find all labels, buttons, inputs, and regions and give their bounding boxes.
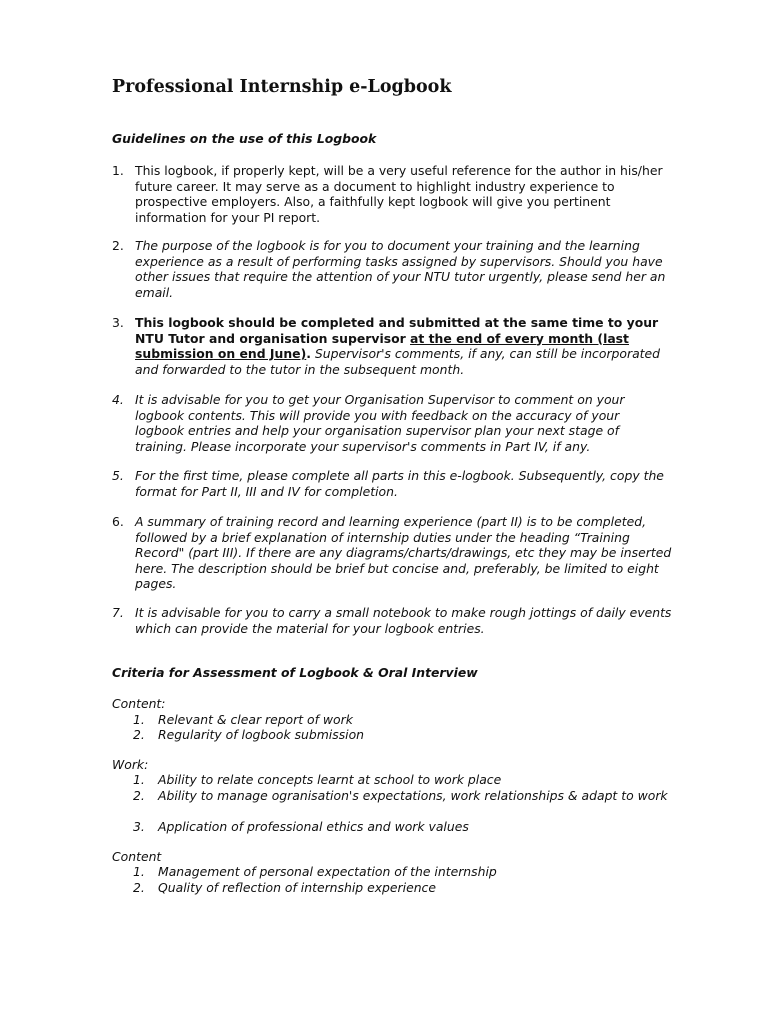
- criteria-text: Regularity of logbook submission: [158, 727, 365, 742]
- criteria-item: [133, 880, 673, 896]
- criteria-number: 1.: [133, 864, 145, 879]
- guideline-number: 6.: [112, 514, 124, 529]
- criteria-text: Ability to relate concepts learnt at school to work place: [158, 772, 502, 787]
- guideline-italic-text: Supervisor's comments, if any, can still be incorporated and forwarded to the tutor in the subsequent month.: [135, 346, 661, 377]
- criteria-number: 1.: [133, 712, 145, 727]
- guidelines-heading: Guidelines on the use of this Logbook: [112, 131, 377, 146]
- guideline-item-1: [112, 163, 672, 225]
- criteria-text: Application of professional ethics and work values: [158, 819, 469, 834]
- criteria-number: 3.: [133, 819, 145, 834]
- guideline-text: [135, 315, 672, 377]
- guideline-number: 1.: [112, 163, 124, 178]
- guideline-number: 4.: [112, 392, 124, 407]
- guideline-text: This logbook, if properly kept, will be a very useful reference for the author in his/her future career. It may serve as a document to highlight industry experience to prospective employers. Also, a faithfully kept logbook will give you pertinent information for your PI report.: [135, 163, 663, 225]
- criteria-heading: Criteria for Assessment of Logbook & Oral Interview: [112, 665, 478, 680]
- criteria-item: [133, 788, 673, 804]
- guideline-text: For the first time, please complete all parts in this e-logbook. Subsequently, copy the format for Part II, III and IV for completion.: [135, 468, 664, 499]
- criteria-text: Relevant & clear report of work: [158, 712, 353, 727]
- guideline-number: 7.: [112, 605, 124, 620]
- criteria-group-label-content: Content:: [112, 696, 166, 711]
- criteria-item: [133, 772, 673, 788]
- guideline-item-2: [112, 238, 672, 300]
- guideline-text: A summary of training record and learning experience (part II) is to be completed, followed by a brief explanation of internship duties under the heading “Training Record" (part III). If there are any diagrams/charts/drawings, etc they may be inserted here. The description should be brief but concise and, preferably, be limited to eight pages.: [135, 514, 672, 591]
- guideline-number: 3.: [112, 315, 124, 330]
- criteria-group-label-content-2: Content: [112, 849, 162, 864]
- criteria-item: [133, 712, 673, 728]
- guideline-item-4: [112, 392, 672, 454]
- guideline-item-7: [112, 605, 672, 636]
- guideline-item-5: [112, 468, 672, 499]
- guideline-number: 2.: [112, 238, 124, 253]
- guideline-text: The purpose of the logbook is for you to document your training and the learning experience as a result of performing tasks assigned by supervisors. Should you have other issues that require the attention of your NTU tutor urgently, please send her an email.: [135, 238, 666, 300]
- guideline-bold-tail: .: [306, 346, 311, 361]
- criteria-number: 2.: [133, 880, 145, 895]
- guideline-item-3: [112, 315, 672, 377]
- criteria-item: [133, 727, 673, 743]
- criteria-number: 1.: [133, 772, 145, 787]
- guideline-text: It is advisable for you to get your Organisation Supervisor to comment on your logbook contents. This will provide you with feedback on the accuracy of your logbook entries and help your organisation supervisor plan your next stage of training. Please incorporate your supervisor's comments in Part IV, if any.: [135, 392, 625, 454]
- guideline-text: It is advisable for you to carry a small notebook to make rough jottings of daily events which can provide the material for your logbook entries.: [135, 605, 672, 636]
- criteria-text: Management of personal expectation of the internship: [158, 864, 497, 879]
- criteria-number: 2.: [133, 788, 145, 803]
- guideline-item-6: [112, 514, 672, 592]
- criteria-group-label-work: Work:: [112, 757, 149, 772]
- document-title: Professional Internship e-Logbook: [112, 77, 452, 97]
- criteria-number: 2.: [133, 727, 145, 742]
- criteria-item: [133, 819, 673, 835]
- criteria-text: Ability to manage ogranisation's expectations, work relationships & adapt to work: [158, 788, 668, 803]
- deadline-underlined-text: at the end of every month (last submission on end June): [135, 330, 629, 361]
- criteria-text: Quality of reflection of internship experience: [158, 880, 436, 895]
- guideline-number: 5.: [112, 468, 124, 483]
- criteria-item: [133, 864, 673, 880]
- guideline-bold-text: This logbook should be completed and submitted at the same time to your NTU Tutor and organisation supervisor: [135, 315, 659, 346]
